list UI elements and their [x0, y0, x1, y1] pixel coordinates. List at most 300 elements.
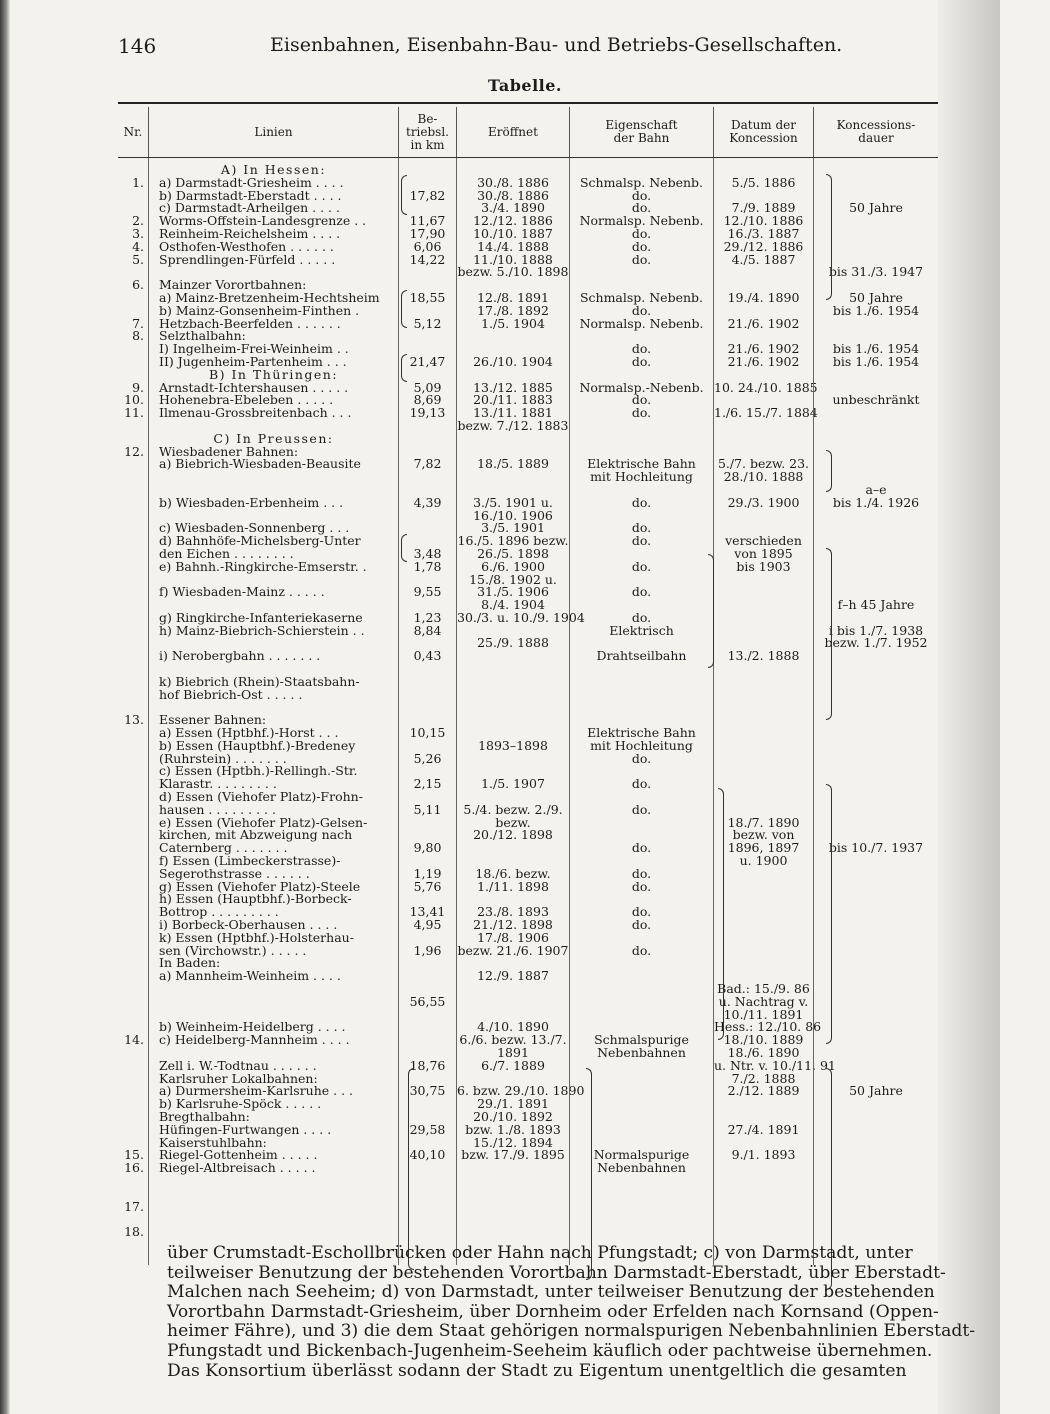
cell-nr: [118, 497, 148, 510]
cell-datum: 19./4. 1890: [727, 289, 800, 305]
cell-nr: [118, 893, 148, 906]
cell-dauer: [814, 855, 938, 868]
cell-eroeffnet: 12./8. 1891: [477, 289, 549, 305]
cell-nr: 14.: [124, 1032, 144, 1048]
cell-dauer: [814, 1060, 938, 1073]
cell-linien: b) Darmstadt-Eberstadt . . . .: [159, 187, 342, 203]
cell-datum: 18./10. 1889: [723, 1032, 804, 1048]
cell-km: 10,15: [409, 725, 446, 741]
cell-nr: [118, 484, 148, 497]
column-eroeffnet: [456, 158, 585, 1265]
cell-eroeffnet: 11./10. 1888: [473, 251, 553, 267]
cell-eigenschaft: do.: [631, 405, 652, 421]
cell-dauer: [814, 945, 938, 958]
cell-eroeffnet: 1893–1898: [478, 737, 548, 753]
cell-linien: Reinheim-Reichelsheim . . . .: [159, 225, 341, 241]
cell-dauer: [814, 318, 938, 331]
cell-linien: f) Wiesbaden-Mainz . . . . .: [159, 584, 325, 600]
cell-linien: Segerothstrasse . . . . . .: [159, 865, 310, 881]
cell-nr: [118, 1111, 148, 1124]
cell-nr: [118, 740, 148, 753]
cell-nr: [118, 650, 148, 663]
cell-datum: [714, 599, 813, 612]
cell-eigenschaft: Nebenbahnen: [597, 1044, 686, 1060]
cell-eigenschaft: [570, 983, 713, 996]
cell-km: 13,41: [409, 904, 446, 920]
cell-datum: 12./10. 1886: [723, 213, 804, 229]
body-text-line: über Crumstadt-Eschollbrücken oder Hahn nach Pfungstadt; c) von Darmstadt, unter: [167, 1243, 913, 1263]
cell-linien: a) Biebrich-Wiesbaden-Beausite: [159, 456, 361, 472]
cell-linien: a) Mannheim-Weinheim . . . .: [159, 968, 341, 984]
cell-nr: 16.: [124, 1160, 144, 1176]
cell-eroeffnet: 3./5. 1901: [481, 520, 545, 536]
cell-nr: [118, 778, 148, 791]
cell-eroeffnet: bzw. 17./9. 1895: [461, 1147, 565, 1163]
cell-linien: Zell i. W.-Todtnau . . . . . .: [159, 1057, 317, 1073]
cell-eroeffnet: 30./8. 1886: [477, 187, 549, 203]
cell-linien: A) In Hessen:: [220, 162, 327, 177]
cell-linien: c) Essen (Hptbh.)-Rellingh.-Str.: [159, 763, 358, 779]
cell-linien: Sprendlingen-Fürfeld . . . . .: [159, 251, 336, 267]
cell-eigenschaft: do.: [631, 801, 652, 817]
cell-dauer: 50 Jahre: [849, 200, 903, 216]
cell-linien: c) Wiesbaden-Sonnenberg . . .: [159, 520, 350, 536]
cell-dauer: [814, 1009, 938, 1022]
cell-nr: [118, 945, 148, 958]
cell-nr: [118, 1239, 148, 1252]
cell-km: 18,76: [409, 1057, 446, 1073]
cell-dauer: [814, 753, 938, 766]
cell-linien: Selzthalbahn:: [159, 328, 246, 344]
cell-eigenschaft: Normalsp. Nebenb.: [579, 315, 704, 331]
cell-linien: a) Mainz-Bretzenheim-Hechtsheim: [159, 289, 380, 305]
cell-linien: kirchen, mit Abzweigung nach: [159, 827, 353, 843]
cell-eroeffnet: [457, 433, 569, 446]
cell-km: 5,11: [413, 801, 442, 817]
cell-dauer: [814, 446, 938, 459]
cell-eroeffnet: 18./6. bezw.: [475, 865, 551, 881]
cell-datum: 7./9. 1889: [731, 200, 796, 216]
cell-km: 2,15: [413, 776, 442, 792]
cell-eroeffnet: 1./5. 1907: [481, 776, 545, 792]
cell-eroeffnet: 8./4. 1904: [481, 597, 545, 613]
cell-dauer: [814, 407, 938, 420]
cell-datum: [714, 753, 813, 766]
cell-eroeffnet: 20./12. 1898: [473, 827, 553, 843]
cell-nr: [118, 970, 148, 983]
cell-eigenschaft: Normalspurige: [593, 1147, 690, 1163]
cell-dauer: bis 1./6. 1954: [832, 353, 920, 369]
cell-km: [399, 420, 456, 433]
cell-nr: [118, 1060, 148, 1073]
cell-dauer: [814, 1137, 938, 1150]
cell-datum: 21./6. 1902: [727, 315, 800, 331]
cell-datum: [714, 906, 813, 919]
cell-linien: i) Nerobergbahn . . . . . . .: [159, 648, 321, 664]
cell-km: 1,19: [413, 865, 442, 881]
cell-datum: 18./7. 1890: [727, 814, 800, 830]
cell-datum: [714, 574, 813, 587]
cell-nr: [118, 1047, 148, 1060]
cell-eroeffnet: 26./5. 1898: [477, 545, 549, 561]
cell-eigenschaft: [570, 970, 713, 983]
cell-datum: [714, 586, 813, 599]
cell-km: 1,96: [413, 942, 442, 958]
cell-nr: 6.: [132, 277, 144, 293]
cell-eroeffnet: [457, 996, 569, 1009]
cell-eroeffnet: 18./5. 1889: [477, 456, 549, 472]
column-linien: [148, 158, 398, 1265]
cell-datum: 29./12. 1886: [723, 238, 804, 254]
cell-dauer: [814, 1124, 938, 1137]
cell-linien: b) Weinheim-Heidelberg . . . .: [159, 1019, 346, 1035]
cell-datum: 1./6. 15./7. 1884: [714, 405, 818, 421]
cell-eroeffnet: bezw. 5./10. 1898: [457, 264, 569, 280]
cell-km: 8,84: [413, 622, 442, 638]
cell-linien: (Ruhrstein) . . . . . . .: [159, 750, 287, 766]
body-text-line: teilweiser Benutzung der bestehenden Vorortbahn Darmstadt-Eberstadt, über Eberstadt-: [167, 1262, 946, 1283]
cell-nr: 15.: [124, 1147, 144, 1163]
cell-nr: [118, 932, 148, 945]
cell-nr: [118, 190, 148, 203]
cell-km: [399, 817, 456, 830]
cell-km: 4,95: [413, 917, 442, 933]
cell-nr: [118, 561, 148, 574]
cell-linien: hausen . . . . . . . . .: [159, 801, 276, 817]
column-nr: [118, 158, 148, 1265]
cell-linien: Kaiserstuhlbahn:: [159, 1134, 267, 1150]
koncession-table: [118, 107, 938, 1265]
cell-eigenschaft: [570, 266, 713, 279]
cell-dauer: [814, 458, 938, 471]
cell-datum: 18./6. 1890: [727, 1044, 800, 1060]
cell-km: 7,82: [413, 456, 442, 472]
cell-eigenschaft: do.: [631, 584, 652, 600]
cell-km: 0,43: [413, 648, 442, 664]
cell-linien: b) Essen (Hauptbhf.)-Bredeney: [159, 737, 356, 753]
cell-dauer: 50 Jahre: [849, 1083, 903, 1099]
cell-eigenschaft: Schmalspurige: [594, 1032, 689, 1048]
cell-eroeffnet: bezw. 21./6. 1907: [457, 942, 569, 958]
cell-eroeffnet: 23./8. 1893: [477, 904, 549, 920]
cell-eroeffnet: 17./8. 1906: [477, 929, 549, 945]
cell-eigenschaft: Drahtseilbahn: [596, 648, 687, 664]
cell-km: 4,39: [413, 494, 442, 510]
cell-eigenschaft: mit Hochleitung: [590, 737, 693, 753]
cell-datum: [714, 1175, 813, 1188]
cell-dauer: [814, 522, 938, 535]
cell-datum: von 1895: [734, 545, 793, 561]
cell-linien: Hetzbach-Beerfelden . . . . . .: [159, 315, 341, 331]
cell-linien: d) Essen (Viehofer Platz)-Frohn-: [159, 789, 363, 805]
cell-km: [399, 266, 456, 279]
header-datum: Datum der Koncession: [713, 107, 813, 157]
cell-datum: [714, 433, 813, 446]
cell-km: 40,10: [409, 1147, 446, 1163]
cell-dauer: [814, 817, 938, 830]
cell-eroeffnet: 6./7. 1889: [481, 1057, 545, 1073]
cell-nr: [118, 356, 148, 369]
cell-linien: b) Wiesbaden-Erbenheim . . .: [159, 494, 344, 510]
cell-datum: 10./11. 1891: [723, 1006, 804, 1022]
cell-dauer: [814, 1162, 938, 1175]
cell-linien: e) Essen (Viehofer Platz)-Gelsen-: [159, 814, 368, 830]
cell-linien: c) Darmstadt-Arheilgen . . . .: [159, 200, 340, 216]
body-text: [167, 1243, 976, 1381]
cell-nr: 10.: [124, 392, 144, 408]
cell-datum: 21./6. 1902: [727, 353, 800, 369]
cell-dauer: [814, 535, 938, 548]
cell-linien: h) Mainz-Biebrich-Schierstein . .: [159, 622, 365, 638]
cell-nr: 9.: [132, 379, 144, 395]
header-linien: Linien: [148, 107, 398, 157]
cell-nr: [118, 906, 148, 919]
cell-linien: [149, 471, 398, 484]
cell-km: 1,78: [413, 558, 442, 574]
cell-linien: I) Ingelheim-Frei-Weinheim . .: [159, 341, 349, 357]
cell-eigenschaft: do.: [631, 251, 652, 267]
cell-eroeffnet: 1./5. 1904: [481, 315, 545, 331]
cell-dauer: [814, 215, 938, 228]
cell-linien: a) Darmstadt-Griesheim . . . .: [159, 174, 344, 190]
cell-dauer: [814, 510, 938, 523]
cell-datum: 29./3. 1900: [727, 494, 800, 510]
cell-eroeffnet: [457, 753, 569, 766]
cell-km: 5,26: [413, 750, 442, 766]
cell-eigenschaft: [570, 996, 713, 1009]
header-eroeffnet: Eröffnet: [456, 107, 569, 157]
cell-km: 9,55: [413, 584, 442, 600]
cell-datum: u. 1900: [739, 853, 788, 869]
cell-datum: [714, 266, 813, 279]
brace: [401, 534, 407, 562]
cell-km: 5,09: [413, 379, 442, 395]
page-edge-left: [0, 0, 10, 1414]
cell-eigenschaft: [570, 663, 713, 676]
cell-eigenschaft: do.: [631, 392, 652, 408]
cell-eigenschaft: Nebenbahnen: [597, 1160, 686, 1176]
cell-km: 56,55: [409, 993, 446, 1009]
cell-datum: 9./1. 1893: [731, 1147, 796, 1163]
cell-eroeffnet: [457, 676, 569, 689]
cell-dauer: [814, 241, 938, 254]
cell-eroeffnet: [457, 663, 569, 676]
cell-nr: [118, 535, 148, 548]
cell-eroeffnet: 5./4. bezw. 2./9.: [463, 801, 563, 817]
cell-datum: 7./2. 1888: [731, 1070, 796, 1086]
cell-eigenschaft: [570, 433, 713, 446]
running-head: Eisenbahnen, Eisenbahn-Bau- und Betriebs-Gesellschaften.: [270, 34, 843, 56]
cell-km: [399, 164, 456, 177]
cell-nr: 3.: [132, 225, 144, 241]
cell-dauer: bis 31./3. 1947: [828, 264, 924, 280]
cell-dauer: [814, 561, 938, 574]
cell-eigenschaft: do.: [631, 776, 652, 792]
cell-nr: [118, 292, 148, 305]
cell-eroeffnet: 1./11. 1898: [477, 878, 549, 894]
cell-dauer: [814, 663, 938, 676]
cell-linien: Bregthalbahn:: [159, 1108, 250, 1124]
cell-dauer: [814, 164, 938, 177]
cell-nr: [118, 1073, 148, 1086]
body-text-line: Malchen nach Seeheim; d) von Darmstadt, unter teilweiser Benutzung der bestehenden: [167, 1282, 935, 1303]
cell-eroeffnet: 12./9. 1887: [477, 968, 549, 984]
cell-eigenschaft: do.: [631, 942, 652, 958]
cell-eigenschaft: Normalsp.-Nebenb.: [579, 379, 704, 395]
cell-nr: [118, 881, 148, 894]
cell-dauer: [814, 983, 938, 996]
cell-linien: g) Essen (Viehofer Platz)-Steele: [159, 878, 361, 894]
cell-eigenschaft: Elektrische Bahn: [587, 456, 696, 472]
cell-dauer: bezw. 1./7. 1952: [824, 635, 928, 651]
cell-eigenschaft: do.: [631, 353, 652, 369]
cell-datum: u. Nachtrag v.: [718, 993, 809, 1009]
cell-linien: [149, 996, 398, 1009]
cell-eroeffnet: 26./10. 1904: [473, 353, 553, 369]
cell-dauer: [814, 740, 938, 753]
cell-dauer: [814, 1175, 938, 1188]
cell-eigenschaft: do.: [631, 609, 652, 625]
cell-nr: [118, 957, 148, 970]
cell-dauer: [814, 228, 938, 241]
cell-dauer: [814, 1111, 938, 1124]
cell-dauer: [814, 932, 938, 945]
cell-linien: g) Ringkirche-Infanteriekaserne: [159, 609, 363, 625]
cell-dauer: a–e: [865, 481, 887, 497]
cell-datum: [714, 740, 813, 753]
cell-datum: [714, 510, 813, 523]
brace: [401, 175, 407, 215]
cell-dauer: unbeschränkt: [832, 392, 920, 408]
cell-eigenschaft: do.: [631, 533, 652, 549]
table-body: [118, 158, 938, 1265]
cell-datum: 13./2. 1888: [727, 648, 800, 664]
brace: [708, 554, 714, 668]
cell-km: [399, 510, 456, 523]
cell-nr: [118, 1009, 148, 1022]
cell-dauer: [814, 996, 938, 1009]
cell-eroeffnet: [457, 1162, 569, 1175]
cell-linien: Bottrop . . . . . . . . .: [159, 904, 279, 920]
cell-nr: [118, 1175, 148, 1188]
cell-km: [399, 676, 456, 689]
cell-linien: Hohenebra-Ebeleben . . . . .: [159, 392, 334, 408]
cell-datum: 1896, 1897: [727, 840, 800, 856]
cell-linien: a) Essen (Hptbhf.)-Horst . . .: [159, 725, 339, 741]
page-number: 146: [118, 34, 157, 58]
cell-linien: b) Mainz-Gonsenheim-Finthen .: [159, 302, 360, 318]
cell-datum: [714, 714, 813, 727]
cell-eigenschaft: do.: [631, 238, 652, 254]
cell-eroeffnet: [457, 714, 569, 727]
cell-nr: [118, 1252, 148, 1265]
cell-eroeffnet: 6. bzw. 29./10. 1890: [457, 1083, 585, 1099]
cell-nr: [118, 637, 148, 650]
cell-eigenschaft: do.: [631, 865, 652, 881]
cell-dauer: [814, 893, 938, 906]
cell-dauer: [814, 881, 938, 894]
cell-eroeffnet: bzw. 1./8. 1893: [465, 1121, 561, 1137]
cell-linien: k) Biebrich (Rhein)-Staatsbahn-: [159, 673, 360, 689]
cell-dauer: [814, 1188, 938, 1201]
cell-dauer: [814, 1021, 938, 1034]
cell-eroeffnet: 17./8. 1892: [477, 302, 549, 318]
cell-eroeffnet: [457, 330, 569, 343]
cell-datum: [714, 868, 813, 881]
cell-linien: Klarastr. . . . . . . . .: [159, 776, 277, 792]
brace: [826, 548, 832, 720]
cell-nr: [118, 574, 148, 587]
brace: [401, 290, 407, 328]
page-edge-right: [938, 0, 1000, 1414]
cell-nr: [118, 522, 148, 535]
cell-nr: 7.: [132, 315, 144, 331]
cell-eroeffnet: 15./8. 1902 u.: [469, 571, 557, 587]
cell-nr: [118, 983, 148, 996]
cell-linien: C) In Preussen:: [213, 430, 334, 446]
cell-linien: Ilmenau-Grossbreitenbach . . .: [159, 405, 352, 421]
cell-datum: [714, 1098, 813, 1111]
cell-datum: [714, 420, 813, 433]
cell-eigenschaft: [570, 957, 713, 970]
cell-nr: [118, 343, 148, 356]
header-eigenschaft: Eigenschaft der Bahn: [569, 107, 713, 157]
cell-nr: [118, 996, 148, 1009]
cell-datum: [714, 701, 813, 714]
cell-nr: [118, 663, 148, 676]
cell-nr: [118, 689, 148, 702]
cell-datum: [714, 676, 813, 689]
cell-eigenschaft: Elektrische Bahn: [587, 725, 696, 741]
cell-eroeffnet: 3./5. 1901 u.: [473, 494, 553, 510]
cell-km: 17,82: [409, 187, 446, 203]
cell-eroeffnet: bezw. 7./12. 1883: [457, 417, 569, 433]
brace: [826, 174, 832, 300]
cell-dauer: bis 1./6. 1954: [832, 341, 920, 357]
cell-linien: Karlsruher Lokalbahnen:: [159, 1070, 318, 1086]
cell-eroeffnet: 3./4. 1890: [481, 200, 545, 216]
cell-km: [399, 433, 456, 446]
cell-km: [399, 689, 456, 702]
cell-linien: Caternberg . . . . . . .: [159, 840, 288, 856]
cell-nr: [118, 829, 148, 842]
cell-linien: II) Jugenheim-Partenheim . . .: [159, 353, 347, 369]
cell-dauer: [814, 791, 938, 804]
cell-km: [399, 1021, 456, 1034]
table-title: Tabelle.: [487, 76, 562, 95]
body-text-line: Pfungstadt und Bickenbach-Jugenheim-Seeheim käuflich oder pachtweise übernehmen.: [167, 1340, 933, 1361]
cell-eigenschaft: do.: [631, 225, 652, 241]
cell-eroeffnet: [457, 650, 569, 663]
cell-linien: den Eichen . . . . . . . .: [159, 545, 294, 561]
cell-eigenschaft: do.: [631, 840, 652, 856]
cell-nr: [118, 625, 148, 638]
cell-eroeffnet: 16./10. 1906: [473, 507, 553, 523]
body-text-line: heimer Fähre), und 3) die dem Staat gehörigen normalspurigen Nebenbahnlinien Eberstadt-: [167, 1321, 976, 1342]
cell-datum: 5./7. bezw. 23.: [717, 456, 810, 472]
cell-dauer: [814, 1034, 938, 1047]
cell-dauer: [814, 714, 938, 727]
cell-nr: 11.: [124, 405, 144, 421]
cell-datum: bezw. von: [732, 827, 795, 843]
header-nr: Nr.: [123, 124, 143, 139]
cell-eigenschaft: mit Hochleitung: [590, 469, 693, 485]
cell-linien: d) Bahnhöfe-Michelsberg-Unter: [159, 533, 361, 549]
cell-datum: 21./6. 1902: [727, 341, 800, 357]
cell-dauer: [814, 676, 938, 689]
cell-km: 17,90: [409, 225, 446, 241]
cell-eigenschaft: Elektrisch: [609, 622, 674, 638]
